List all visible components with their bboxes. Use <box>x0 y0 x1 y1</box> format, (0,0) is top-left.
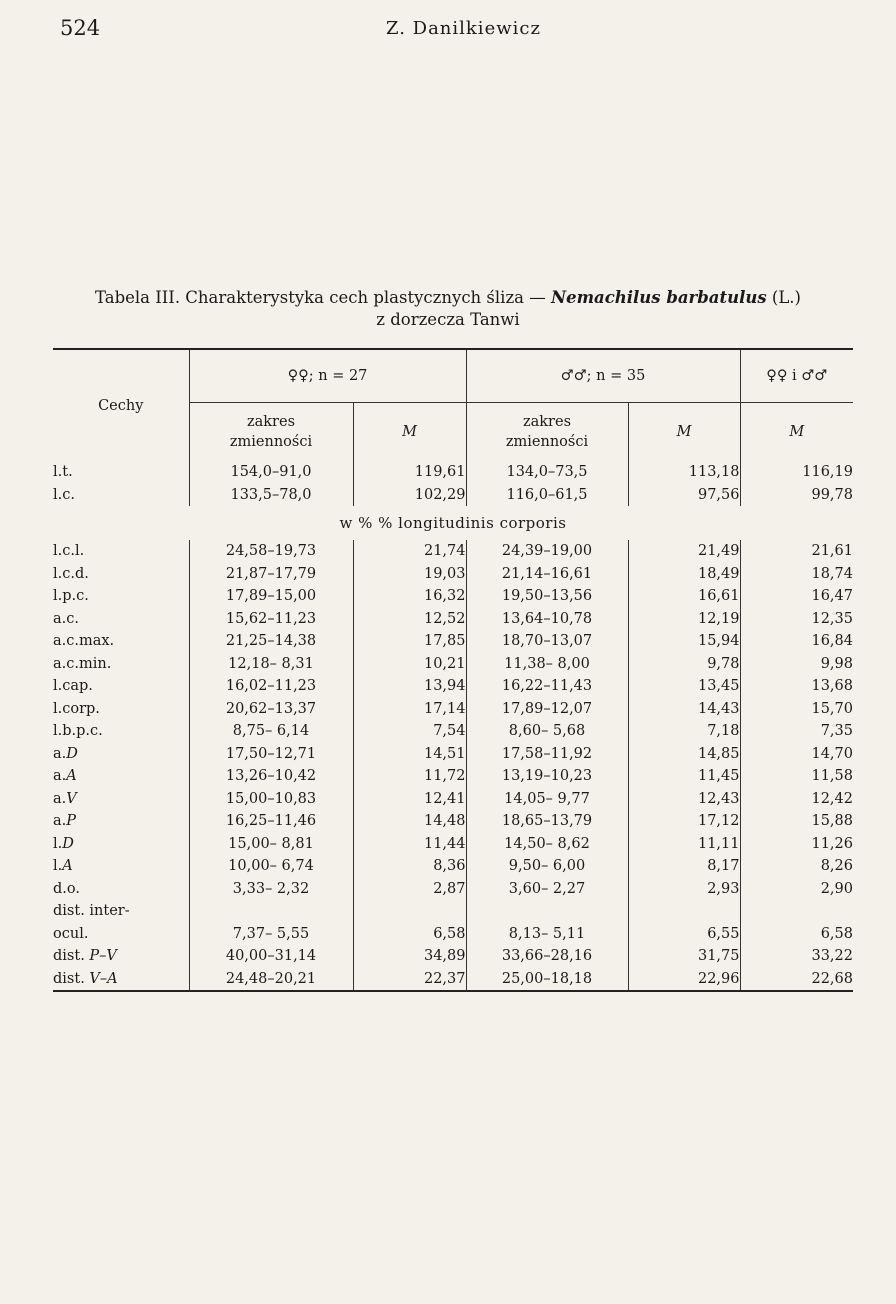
all-mean-cell: 13,68 <box>811 678 853 695</box>
male-mean-cell: 13,45 <box>628 675 740 698</box>
table-row <box>53 788 853 811</box>
female-mean-cell: 21,74 <box>353 540 466 563</box>
all-mean-cell: 6,58 <box>820 925 853 942</box>
female-range-cell: 15,00–10,83 <box>189 788 353 811</box>
feature-cell: dist. P–V <box>53 945 189 968</box>
female-range-cell: 21,25–14,38 <box>189 630 353 653</box>
feature-cell: dist. inter- <box>53 900 189 923</box>
feature-cell: l.c.d. <box>53 563 189 586</box>
female-range-cell: 133,5–78,0 <box>189 484 353 507</box>
feature-cell: a.c.min. <box>53 653 189 676</box>
female-mean-cell: 12,41 <box>353 788 466 811</box>
male-range-cell: 16,22–11,43 <box>466 675 628 698</box>
male-mean-cell: 12,43 <box>628 788 740 811</box>
female-range-cell: 20,62–13,37 <box>189 698 353 721</box>
table-row <box>53 765 853 788</box>
caption-line-1 <box>0 287 896 309</box>
male-mean-cell: 8,17 <box>628 855 740 878</box>
feature-cell: l.b.p.c. <box>53 720 189 743</box>
female-range-cell: 16,02–11,23 <box>189 675 353 698</box>
feature-cell: a.V <box>53 788 189 811</box>
male-range-cell: 14,50– 8,62 <box>466 833 628 856</box>
caption-title: Tabela III. Charakterystyka cech plastycznych śliza — <box>95 288 551 307</box>
male-range-cell <box>466 900 628 923</box>
all-mean-cell: 18,74 <box>811 565 853 582</box>
female-mean-cell: 102,29 <box>353 484 466 507</box>
table-row <box>53 743 853 766</box>
male-mean-cell: 22,96 <box>628 968 740 992</box>
all-mean-cell: 9,98 <box>820 655 853 672</box>
female-mean-cell: 119,61 <box>353 461 466 484</box>
female-mean-cell: 2,87 <box>353 878 466 901</box>
header-male-mean: M <box>628 403 740 462</box>
male-mean-cell: 9,78 <box>628 653 740 676</box>
female-range-cell: 8,75– 6,14 <box>189 720 353 743</box>
male-range-cell: 19,50–13,56 <box>466 585 628 608</box>
table-row <box>53 878 853 901</box>
header-females: ♀♀; n = 27 <box>189 349 466 403</box>
male-mean-cell: 14,85 <box>628 743 740 766</box>
all-mean-cell: 12,35 <box>811 610 853 627</box>
male-mean-cell: 17,12 <box>628 810 740 833</box>
table-row <box>53 540 853 563</box>
table-row <box>53 585 853 608</box>
male-mean-cell: 97,56 <box>628 484 740 507</box>
feature-cell: l.corp. <box>53 698 189 721</box>
all-mean-cell: 15,70 <box>811 700 853 717</box>
feature-cell: a.c.max. <box>53 630 189 653</box>
feature-cell: dist. V–A <box>53 968 189 992</box>
male-range-cell: 11,38– 8,00 <box>466 653 628 676</box>
male-mean-cell: 11,11 <box>628 833 740 856</box>
caption-line-2: z dorzecza Tanwi <box>376 310 520 329</box>
absolute-values-body <box>53 461 853 506</box>
female-range-cell: 154,0–91,0 <box>189 461 353 484</box>
female-mean-cell: 22,37 <box>353 968 466 992</box>
feature-cell: a.P <box>53 810 189 833</box>
male-range-cell: 33,66–28,16 <box>466 945 628 968</box>
table-row <box>53 968 853 992</box>
table-row <box>53 608 853 631</box>
all-mean-cell: 11,26 <box>811 835 853 852</box>
page-number: 524 <box>60 16 101 40</box>
running-head-author: Z. Danilkiewicz <box>386 18 541 39</box>
percent-values-body <box>53 540 853 991</box>
female-range-cell: 13,26–10,42 <box>189 765 353 788</box>
female-mean-cell: 8,36 <box>353 855 466 878</box>
female-range-cell: 3,33– 2,32 <box>189 878 353 901</box>
all-mean-cell: 16,84 <box>811 633 853 650</box>
feature-cell: l.cap. <box>53 675 189 698</box>
male-range-cell: 25,00–18,18 <box>466 968 628 992</box>
female-mean-cell: 7,54 <box>353 720 466 743</box>
header-males: ♂♂; n = 35 <box>466 349 740 403</box>
female-mean-cell: 17,14 <box>353 698 466 721</box>
male-mean-cell: 7,18 <box>628 720 740 743</box>
feature-cell: l.t. <box>53 461 189 484</box>
male-mean-cell: 14,43 <box>628 698 740 721</box>
table-row <box>53 630 853 653</box>
feature-cell: a.c. <box>53 608 189 631</box>
male-range-cell: 9,50– 6,00 <box>466 855 628 878</box>
all-mean-cell: 22,68 <box>740 968 853 992</box>
feature-cell: ocul. <box>53 923 189 946</box>
percent-section <box>53 506 853 540</box>
all-mean-cell: 7,35 <box>820 723 853 740</box>
caption-author-abbrev: (L.) <box>766 288 801 307</box>
table-row <box>53 563 853 586</box>
female-range-cell: 12,18– 8,31 <box>189 653 353 676</box>
female-mean-cell: 14,48 <box>353 810 466 833</box>
female-mean-cell <box>353 900 466 923</box>
female-mean-cell: 16,32 <box>353 585 466 608</box>
table-row <box>53 855 853 878</box>
header-all: ♀♀ i ♂♂ <box>740 349 853 403</box>
female-range-cell: 17,89–15,00 <box>189 585 353 608</box>
header-female-mean: M <box>353 403 466 462</box>
male-range-cell: 134,0–73,5 <box>466 461 628 484</box>
feature-cell: a.D <box>53 743 189 766</box>
male-range-cell: 21,14–16,61 <box>466 563 628 586</box>
male-range-cell: 116,0–61,5 <box>466 484 628 507</box>
male-range-cell: 13,64–10,78 <box>466 608 628 631</box>
all-mean-cell: 21,61 <box>811 543 853 560</box>
female-mean-cell: 11,44 <box>353 833 466 856</box>
male-mean-cell: 12,19 <box>628 608 740 631</box>
feature-cell: d.o. <box>53 878 189 901</box>
female-mean-cell: 11,72 <box>353 765 466 788</box>
table-row <box>53 698 853 721</box>
table-row <box>53 653 853 676</box>
male-mean-cell: 113,18 <box>628 461 740 484</box>
male-range-cell: 17,89–12,07 <box>466 698 628 721</box>
table-row <box>53 900 853 923</box>
female-mean-cell: 17,85 <box>353 630 466 653</box>
male-range-cell: 24,39–19,00 <box>466 540 628 563</box>
male-mean-cell <box>628 900 740 923</box>
table-row <box>53 484 853 507</box>
all-mean-cell: 12,42 <box>811 790 853 807</box>
feature-cell: a.A <box>53 765 189 788</box>
male-range-cell: 3,60– 2,27 <box>466 878 628 901</box>
feature-cell: l.D <box>53 833 189 856</box>
male-mean-cell: 18,49 <box>628 563 740 586</box>
male-range-cell: 18,70–13,07 <box>466 630 628 653</box>
female-range-cell: 10,00– 6,74 <box>189 855 353 878</box>
male-mean-cell: 21,49 <box>628 540 740 563</box>
header-male-range: zakres zmienności <box>466 403 628 462</box>
all-mean-cell: 11,58 <box>811 768 853 785</box>
feature-cell: l.c.l. <box>53 540 189 563</box>
female-mean-cell: 14,51 <box>353 743 466 766</box>
header-female-range: zakres zmienności <box>189 403 353 462</box>
male-mean-cell: 16,61 <box>628 585 740 608</box>
female-mean-cell: 34,89 <box>353 945 466 968</box>
table-row <box>53 923 853 946</box>
feature-cell: l.A <box>53 855 189 878</box>
female-range-cell: 7,37– 5,55 <box>189 923 353 946</box>
male-mean-cell: 15,94 <box>628 630 740 653</box>
all-mean-cell: 99,78 <box>811 486 853 503</box>
table-row <box>53 720 853 743</box>
male-mean-cell: 31,75 <box>628 945 740 968</box>
female-range-cell: 40,00–31,14 <box>189 945 353 968</box>
male-range-cell: 8,13– 5,11 <box>466 923 628 946</box>
male-range-cell: 14,05– 9,77 <box>466 788 628 811</box>
table-row <box>53 833 853 856</box>
all-mean-cell: 14,70 <box>811 745 853 762</box>
all-mean-cell: 2,90 <box>820 880 853 897</box>
feature-cell: l.p.c. <box>53 585 189 608</box>
male-range-cell: 17,58–11,92 <box>466 743 628 766</box>
male-range-cell: 18,65–13,79 <box>466 810 628 833</box>
all-mean-cell <box>740 900 853 923</box>
all-mean-cell: 116,19 <box>802 464 853 481</box>
male-range-cell: 8,60– 5,68 <box>466 720 628 743</box>
female-range-cell: 16,25–11,46 <box>189 810 353 833</box>
male-mean-cell: 6,55 <box>628 923 740 946</box>
female-mean-cell: 10,21 <box>353 653 466 676</box>
plastic-features-table <box>53 348 853 992</box>
table-caption <box>0 287 896 331</box>
table-row <box>53 945 853 968</box>
female-mean-cell: 6,58 <box>353 923 466 946</box>
all-mean-cell: 15,88 <box>811 813 853 830</box>
caption-species: Nemachilus barbatulus <box>550 288 767 307</box>
section-label-percent: w % % longitudinis corporis <box>339 514 567 532</box>
female-range-cell: 24,58–19,73 <box>189 540 353 563</box>
female-mean-cell: 13,94 <box>353 675 466 698</box>
table-row <box>53 810 853 833</box>
female-mean-cell: 12,52 <box>353 608 466 631</box>
male-mean-cell: 11,45 <box>628 765 740 788</box>
header-all-mean: M <box>740 403 853 462</box>
header-features: Cechy <box>53 349 189 461</box>
female-range-cell <box>189 900 353 923</box>
feature-cell: l.c. <box>53 484 189 507</box>
table-row <box>53 461 853 484</box>
all-mean-cell: 33,22 <box>811 948 853 965</box>
female-range-cell: 21,87–17,79 <box>189 563 353 586</box>
female-range-cell: 24,48–20,21 <box>189 968 353 992</box>
all-mean-cell: 16,47 <box>811 588 853 605</box>
all-mean-cell: 8,26 <box>820 858 853 875</box>
female-range-cell: 15,62–11,23 <box>189 608 353 631</box>
female-mean-cell: 19,03 <box>353 563 466 586</box>
female-range-cell: 15,00– 8,81 <box>189 833 353 856</box>
table-row <box>53 675 853 698</box>
female-range-cell: 17,50–12,71 <box>189 743 353 766</box>
male-range-cell: 13,19–10,23 <box>466 765 628 788</box>
male-mean-cell: 2,93 <box>628 878 740 901</box>
